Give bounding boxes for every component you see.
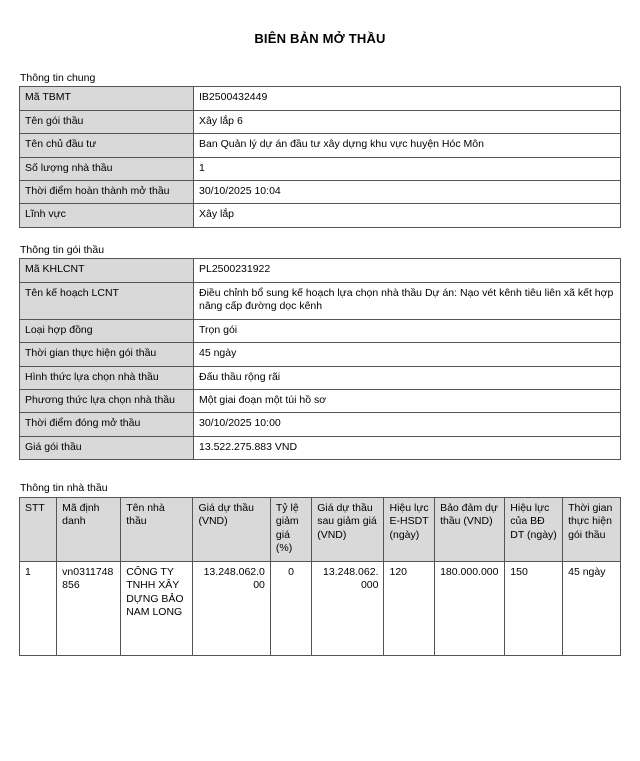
row-value: IB2500432449 — [194, 87, 621, 110]
row-label: Mã TBMT — [20, 87, 194, 110]
section-bidder-info — [19, 482, 621, 655]
cell-hieu-luc-bddt: 150 — [505, 561, 563, 655]
row-value: 13.522.275.883 VND — [194, 436, 621, 459]
column-header-ma-dinh-danh: Mã định danh — [57, 497, 121, 561]
row-label: Thời điểm đóng mở thầu — [20, 413, 194, 436]
row-label: Tên chủ đầu tư — [20, 134, 194, 157]
row-value: Trọn gói — [194, 319, 621, 342]
row-value: Xây lắp — [194, 204, 621, 227]
table-row — [20, 319, 621, 342]
table-header-row — [20, 497, 621, 561]
cell-ten-nha-thau: CÔNG TY TNHH XÂY DỰNG BẢO NAM LONG — [121, 561, 193, 655]
table-row — [20, 366, 621, 389]
table-row — [20, 110, 621, 133]
package-info-table — [19, 258, 621, 460]
row-label: Phương thức lựa chọn nhà thầu — [20, 390, 194, 413]
row-value: Xây lắp 6 — [194, 110, 621, 133]
general-info-table — [19, 86, 621, 228]
row-value: 30/10/2025 10:04 — [194, 180, 621, 203]
row-label: Mã KHLCNT — [20, 259, 194, 282]
table-row — [20, 204, 621, 227]
row-label: Thời điểm hoàn thành mở thầu — [20, 180, 194, 203]
cell-stt: 1 — [20, 561, 57, 655]
cell-thoi-gian-thuc-hien: 45 ngày — [563, 561, 621, 655]
cell-bao-dam-du-thau: 180.000.000 — [435, 561, 505, 655]
table-row — [20, 180, 621, 203]
bidder-info-table — [19, 497, 621, 656]
row-label: Số lượng nhà thầu — [20, 157, 194, 180]
table-row — [20, 561, 621, 655]
section-heading-package-info: Thông tin gói thầu — [20, 243, 105, 256]
table-row — [20, 282, 621, 319]
section-heading-general-info: Thông tin chung — [20, 71, 96, 84]
cell-gia-sau-giam-gia: 13.248.062.000 — [312, 561, 384, 655]
section-heading-bidder-info: Thông tin nhà thầu — [20, 482, 108, 495]
row-value: 45 ngày — [194, 343, 621, 366]
column-header-bao-dam-du-thau: Bảo đảm dự thầu (VND) — [435, 497, 505, 561]
row-value: 30/10/2025 10:00 — [194, 413, 621, 436]
row-label: Lĩnh vực — [20, 204, 194, 227]
cell-ma-dinh-danh: vn0311748856 — [57, 561, 121, 655]
column-header-hieu-luc-ehsdt: Hiệu lực E-HSDT (ngày) — [384, 497, 435, 561]
row-label: Loại hợp đồng — [20, 319, 194, 342]
cell-ty-le-giam-gia: 0 — [270, 561, 311, 655]
row-value: 1 — [194, 157, 621, 180]
table-row — [20, 134, 621, 157]
page-title: BIÊN BẢN MỞ THẦU — [254, 31, 386, 46]
table-row — [20, 157, 621, 180]
table-row — [20, 413, 621, 436]
column-header-ty-le-giam-gia: Tỷ lệ giảm giá (%) — [270, 497, 311, 561]
section-package-info — [19, 244, 621, 461]
section-general-info — [19, 72, 621, 228]
cell-gia-du-thau: 13.248.062.000 — [193, 561, 270, 655]
row-value: Điều chỉnh bổ sung kế hoạch lựa chọn nhà thầu Dự án: Nạo vét kênh tiêu liên xã kết hợp nâng cấp đường dọc kênh — [194, 282, 621, 319]
row-label: Thời gian thực hiện gói thầu — [20, 343, 194, 366]
table-row — [20, 390, 621, 413]
column-header-ten-nha-thau: Tên nhà thầu — [121, 497, 193, 561]
table-row — [20, 259, 621, 282]
column-header-hieu-luc-bddt: Hiệu lực của BĐ DT (ngày) — [505, 497, 563, 561]
row-value: PL2500231922 — [194, 259, 621, 282]
column-header-gia-sau-giam-gia: Giá dự thầu sau giảm giá (VND) — [312, 497, 384, 561]
table-row — [20, 436, 621, 459]
row-value: Ban Quản lý dự án đầu tư xây dựng khu vực huyện Hóc Môn — [194, 134, 621, 157]
column-header-gia-du-thau: Giá dự thầu (VND) — [193, 497, 270, 561]
row-label: Giá gói thầu — [20, 436, 194, 459]
column-header-stt: STT — [20, 497, 57, 561]
row-value: Một giai đoạn một túi hồ sơ — [194, 390, 621, 413]
table-row — [20, 343, 621, 366]
cell-hieu-luc-ehsdt: 120 — [384, 561, 435, 655]
column-header-thoi-gian-thuc-hien: Thời gian thực hiện gói thầu — [563, 497, 621, 561]
row-label: Hình thức lựa chọn nhà thầu — [20, 366, 194, 389]
row-value: Đấu thầu rộng rãi — [194, 366, 621, 389]
row-label: Tên kế hoạch LCNT — [20, 282, 194, 319]
row-label: Tên gói thầu — [20, 110, 194, 133]
table-row — [20, 87, 621, 110]
